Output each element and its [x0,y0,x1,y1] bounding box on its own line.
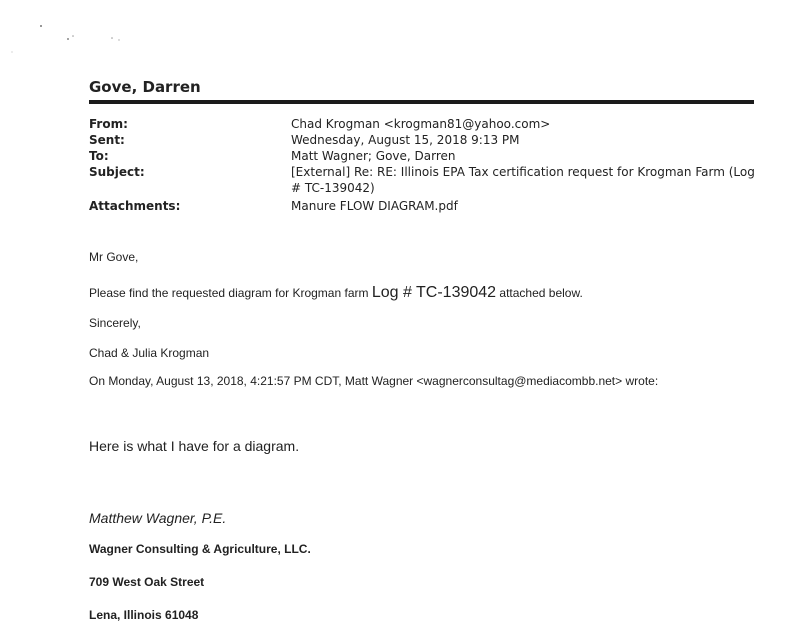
to-row [89,148,759,164]
quoted-text: Here is what I have for a diagram. [89,438,300,454]
signature-street: 709 West Oak Street [89,575,205,589]
from-value: Chad Krogman <krogman81@yahoo.com> [291,117,551,131]
sent-row [89,132,759,148]
signature-city: Lena, Illinois 61048 [89,608,199,622]
attachments-label: Attachments: [89,199,181,213]
printer-header [89,78,754,104]
request-sentence [89,284,583,302]
request-text-end: attached below. [496,286,583,300]
log-number: Log # TC-139042 [371,284,497,301]
from-label: From: [89,117,128,131]
to-label: To: [89,149,109,163]
sent-value: Wednesday, August 15, 2018 9:13 PM [291,133,520,147]
quote-intro: On Monday, August 13, 2018, 4:21:57 PM CDT, Matt Wagner <wagnerconsultag@mediacombb.net> wrote: [89,374,659,388]
sender-names: Chad & Julia Krogman [89,346,210,360]
sent-label: Sent: [89,133,125,147]
attachments-row [89,198,759,214]
from-row [89,116,759,132]
greeting: Mr Gove, [89,250,139,264]
signature-company: Wagner Consulting & Agriculture, LLC. [89,542,311,556]
scan-specks [0,0,140,60]
printer-name: Gove, Darren [89,78,754,104]
closing: Sincerely, [89,316,141,330]
subject-label: Subject: [89,165,145,179]
to-value: Matt Wagner; Gove, Darren [291,149,456,163]
subject-value: [External] Re: RE: Illinois EPA Tax certification request for Krogman Farm (Log # TC-139042) [291,165,755,195]
email-header-fields [89,116,759,214]
attachment-link[interactable]: Manure FLOW DIAGRAM.pdf [291,199,458,213]
request-text-start: Please find the requested diagram for Krogman farm [89,286,372,300]
signature-name: Matthew Wagner, P.E. [89,510,227,526]
subject-row [89,164,759,196]
